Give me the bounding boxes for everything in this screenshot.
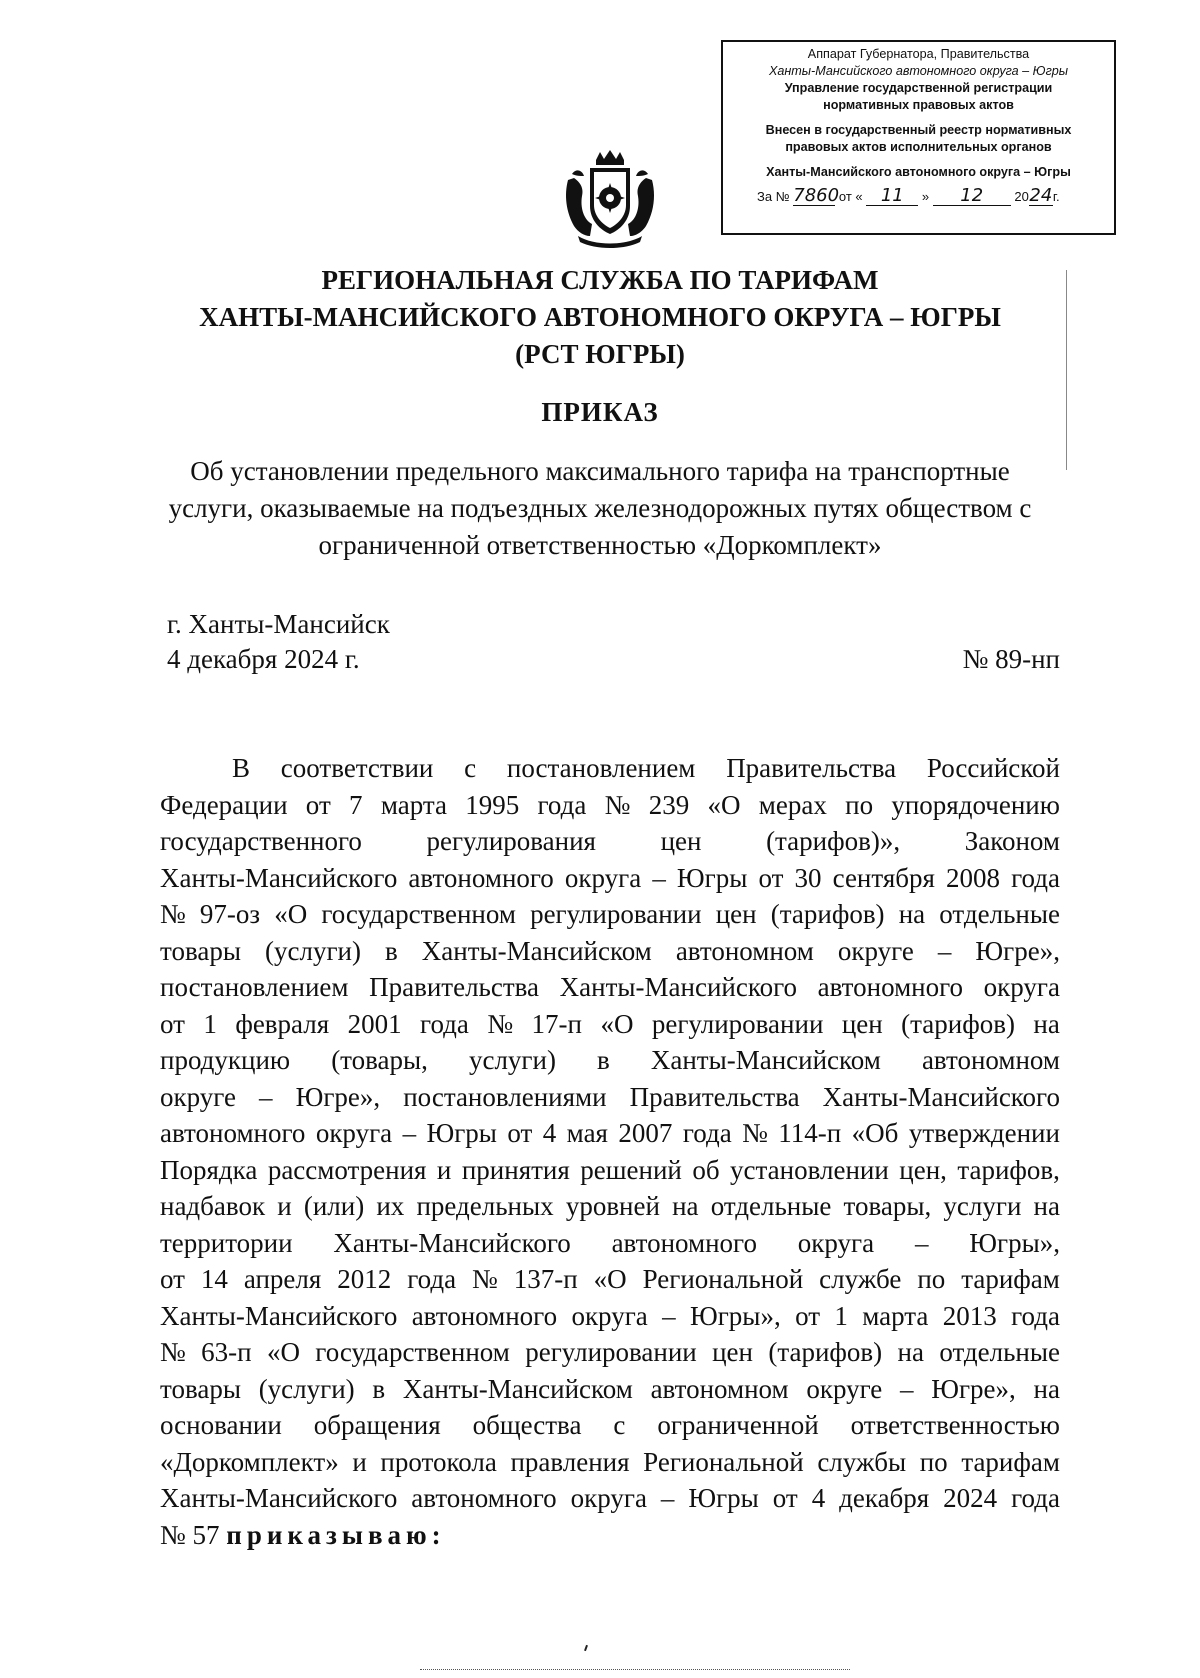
body-line xyxy=(160,1334,1060,1371)
body-word: автономного xyxy=(817,972,964,1002)
body-word: Ханты-Мансийского xyxy=(160,862,398,893)
body-word: (тарифов) xyxy=(768,1337,883,1367)
body-word: года xyxy=(682,1118,732,1148)
body-word: надбавок xyxy=(160,1191,266,1221)
body-word: автономного xyxy=(408,862,554,893)
body-word: 4 xyxy=(542,1118,557,1148)
body-word: предельных xyxy=(416,1191,554,1221)
stamp-line-7: Ханты-Мансийского автономного округа – Югры xyxy=(766,165,1071,179)
body-word: Ханты-Мансийского xyxy=(160,1483,398,1513)
stamp-reg-year: 24 xyxy=(1029,185,1053,206)
body-word: «О xyxy=(266,1337,300,1367)
body-line xyxy=(160,1298,1060,1335)
body-word: Правительства xyxy=(726,753,897,783)
body-word: автономном xyxy=(675,935,814,966)
body-word: 30 xyxy=(794,862,822,893)
coat-of-arms-icon xyxy=(560,150,660,250)
body-word: (тарифов) xyxy=(901,1008,1015,1039)
document-type: ПРИКАЗ xyxy=(541,397,659,427)
body-word: на xyxy=(1033,1008,1060,1039)
body-word: Югры xyxy=(688,1483,759,1513)
body-word: на xyxy=(672,1191,699,1221)
body-word: упорядочению xyxy=(891,789,1060,820)
body-word: на xyxy=(897,1337,924,1367)
body-word: (товары, xyxy=(331,1045,428,1075)
body-word: (тарифов) xyxy=(770,899,885,929)
body-word: «О xyxy=(600,1008,634,1039)
org-title-line-3: (РСТ ЮГРЫ) xyxy=(515,339,685,369)
body-word: 2001 xyxy=(347,1008,402,1039)
body-word: апреля xyxy=(243,1264,322,1294)
body-line xyxy=(160,969,1060,1006)
body-word: и xyxy=(436,1154,452,1185)
stamp-reg-year-suffix: г. xyxy=(1052,189,1060,204)
body-word: по xyxy=(919,1446,948,1477)
body-word: года xyxy=(537,789,587,820)
body-word: государственного xyxy=(160,826,362,856)
body-word: 1 xyxy=(203,1008,217,1039)
body-word: «О xyxy=(707,789,741,820)
body-word: № xyxy=(604,789,631,820)
body-word: Порядка xyxy=(160,1154,258,1185)
stamp-line-4: нормативных правовых актов xyxy=(823,98,1014,112)
body-word: с xyxy=(464,753,477,783)
stamp-line-6: правовых актов исполнительных органов xyxy=(785,140,1052,154)
scan-artifact-dotted-line xyxy=(420,1669,850,1671)
body-line xyxy=(160,1188,1060,1225)
stamp-line-1: Аппарат Губернатора, Правительства xyxy=(807,47,1030,61)
body-word: цен xyxy=(841,1008,883,1039)
body-paragraph xyxy=(160,750,1060,1553)
body-word: в xyxy=(372,1373,386,1404)
document-number: № 89-нп xyxy=(962,644,1060,674)
body-word: – xyxy=(937,935,952,966)
body-word: товары xyxy=(160,935,241,966)
body-word: 2012 xyxy=(337,1264,392,1294)
body-word: Ханты-Мансийского xyxy=(822,1081,1060,1112)
body-word: постановлением xyxy=(506,753,696,783)
org-title-line-2: ХАНТЫ-МАНСИЙСКОГО АВТОНОМНОГО ОКРУГА – ЮГРЫ xyxy=(199,302,1001,332)
body-word: – xyxy=(259,1081,273,1112)
body-word: 97-оз xyxy=(199,899,261,929)
stamp-line-2: Ханты-Мансийского автономного округа – Югры xyxy=(768,64,1069,78)
body-line xyxy=(160,1079,1060,1116)
body-word: автономного xyxy=(611,1227,757,1258)
body-word: 1995 xyxy=(465,789,520,820)
body-line xyxy=(160,896,1060,933)
body-word: Югры», xyxy=(969,1227,1060,1258)
body-line xyxy=(160,1042,1060,1079)
body-line xyxy=(160,1261,1060,1298)
body-word: (услуги) xyxy=(258,1373,355,1404)
body-word: регулировании xyxy=(530,899,702,929)
body-word: услуги xyxy=(943,1191,1022,1221)
body-line xyxy=(160,823,1060,860)
body-line xyxy=(160,1407,1060,1444)
body-word: от xyxy=(795,1300,821,1331)
scan-artifact-line xyxy=(1066,270,1067,470)
body-word: округа xyxy=(315,1118,393,1148)
body-word: обращения xyxy=(313,1410,441,1440)
body-word: Ханты-Мансийского xyxy=(333,1227,571,1258)
body-word: территории xyxy=(160,1227,293,1258)
body-word: 4 xyxy=(811,1483,826,1513)
body-word: цен xyxy=(660,826,702,856)
body-word: регулировании xyxy=(651,1008,824,1039)
body-word: автономном xyxy=(921,1045,1060,1075)
body-word: цен xyxy=(712,1337,753,1367)
body-word: Федерации xyxy=(160,789,288,820)
body-word: марта xyxy=(380,789,447,820)
body-word: от xyxy=(160,1264,185,1294)
body-word: Региональной xyxy=(642,1264,804,1294)
body-word: Югре», xyxy=(295,1081,381,1112)
body-word: об xyxy=(692,1154,720,1185)
body-word: в xyxy=(597,1045,610,1075)
body-word: основании xyxy=(160,1410,282,1440)
body-line xyxy=(160,1152,1060,1189)
body-word: Югре», xyxy=(975,935,1060,966)
body-word: тарифов, xyxy=(957,1154,1060,1185)
body-word: года xyxy=(420,1008,469,1039)
org-title-line-1: РЕГИОНАЛЬНАЯ СЛУЖБА ПО ТАРИФАМ xyxy=(321,265,879,295)
body-word: от xyxy=(160,1008,185,1039)
body-word: услуги) xyxy=(468,1045,556,1075)
body-word: их xyxy=(376,1191,405,1221)
body-word: Югре», xyxy=(931,1373,1016,1404)
body-word: – xyxy=(900,1373,914,1404)
body-word: отдельные xyxy=(939,899,1060,929)
body-word: 1 xyxy=(834,1300,848,1331)
stamp-reg-day: 11 xyxy=(866,187,918,206)
body-word: по xyxy=(845,789,874,820)
subject-line-1: Об установлении предельного максимального тарифа на транспортные xyxy=(190,456,1010,486)
body-word: Ханты-Мансийского xyxy=(559,972,797,1002)
body-word: округа xyxy=(983,972,1060,1002)
body-word: 14 xyxy=(200,1264,228,1294)
stamp-reg-number: 7860 xyxy=(793,185,840,206)
body-word: февраля xyxy=(235,1008,330,1039)
body-word: товары, xyxy=(843,1191,932,1221)
body-word: № xyxy=(472,1264,498,1294)
body-word: Правительства xyxy=(369,972,540,1002)
body-word: ответственностью xyxy=(850,1410,1060,1440)
body-word: 2013 xyxy=(942,1300,997,1331)
body-word: «О xyxy=(593,1264,627,1294)
body-last-line xyxy=(160,1517,1060,1554)
stamp-registration-number xyxy=(727,187,1110,206)
body-word: и xyxy=(277,1191,292,1221)
body-word: цен, xyxy=(899,1154,947,1185)
body-word: 17-п xyxy=(531,1008,582,1039)
body-word: от xyxy=(507,1118,533,1148)
body-word: товары xyxy=(160,1373,241,1404)
body-word: от xyxy=(758,862,784,893)
body-word: по xyxy=(917,1264,946,1294)
body-word: Ханты-Мансийском xyxy=(402,1373,633,1404)
body-word: года xyxy=(1011,1483,1060,1513)
body-word: от xyxy=(305,789,331,820)
body-word: утверждении xyxy=(908,1118,1060,1148)
body-word: Законом xyxy=(964,826,1060,856)
body-word: (или) xyxy=(303,1191,365,1221)
body-word: округа xyxy=(797,1227,875,1258)
body-word: 2008 xyxy=(945,862,1000,893)
body-word: государственном xyxy=(315,1337,510,1367)
body-word: соответствии xyxy=(280,753,434,783)
body-word: марта xyxy=(862,1300,929,1331)
body-word: (тарифов)», xyxy=(766,826,901,856)
body-word: «Об xyxy=(851,1118,899,1148)
body-word: Российской xyxy=(926,753,1060,783)
body-word: округа xyxy=(564,862,642,893)
body-word: 63-п xyxy=(201,1337,252,1367)
body-word: – xyxy=(652,862,666,893)
body-word: мерах xyxy=(758,789,827,820)
body-word: тарифам xyxy=(961,1264,1060,1294)
body-line xyxy=(160,1371,1060,1408)
body-word: принятия xyxy=(461,1154,570,1185)
stamp-reg-month: 12 xyxy=(933,187,1011,206)
body-word: 2007 xyxy=(618,1118,673,1148)
body-word: сентября xyxy=(832,862,935,893)
body-word: 137-п xyxy=(513,1264,578,1294)
body-word: правления xyxy=(510,1446,630,1477)
body-line xyxy=(160,787,1060,824)
body-word: службы xyxy=(817,1446,907,1477)
body-word: № xyxy=(160,1337,186,1367)
body-word: – xyxy=(914,1227,929,1258)
body-word: с xyxy=(613,1410,626,1440)
stamp-line-3: Управление государственной регистрации xyxy=(784,81,1053,95)
body-word: регулировании xyxy=(525,1337,697,1367)
body-word: автономном xyxy=(650,1373,789,1404)
stamp-reg-prefix: За № xyxy=(757,189,790,204)
body-word: Правительства xyxy=(629,1081,800,1112)
body-word: ограниченной xyxy=(657,1410,819,1440)
body-word: от xyxy=(772,1483,798,1513)
body-line xyxy=(160,1006,1060,1043)
body-word: рассмотрения xyxy=(267,1154,427,1185)
body-line xyxy=(160,860,1060,897)
body-word: автономного xyxy=(411,1300,558,1331)
body-line xyxy=(160,933,1060,970)
body-word: автономного xyxy=(160,1118,306,1148)
body-word: постановлением xyxy=(160,972,349,1002)
body-word: – xyxy=(402,1118,417,1148)
body-word: Ханты-Мансийского xyxy=(160,1300,398,1331)
body-word: – xyxy=(660,1483,675,1513)
place: г. Ханты-Мансийск xyxy=(167,609,390,639)
subject-line-3: ограниченной ответственностью «Доркомплект» xyxy=(318,530,882,560)
body-line xyxy=(160,1444,1060,1481)
body-word: – xyxy=(662,1300,676,1331)
body-word: Югры», xyxy=(689,1300,781,1331)
body-word: округе xyxy=(806,1373,883,1404)
body-line xyxy=(160,1480,1060,1517)
body-word: службе xyxy=(819,1264,902,1294)
body-word: декабря xyxy=(839,1483,930,1513)
body-word: «Доркомплект» xyxy=(160,1446,339,1477)
body-word: Ханты-Мансийском xyxy=(650,1045,881,1075)
stamp-reg-year-prefix: 20 xyxy=(1014,189,1029,204)
scan-artifact-tick xyxy=(584,1645,588,1651)
stamp-reg-from: от « xyxy=(838,189,863,204)
body-word: округе xyxy=(837,935,914,966)
body-word: отдельные xyxy=(710,1191,832,1221)
body-word: № xyxy=(742,1118,768,1148)
body-word: Югры xyxy=(676,862,748,893)
body-word: Ханты-Мансийском xyxy=(421,935,652,966)
body-lines xyxy=(160,750,1060,1517)
body-word: года xyxy=(1011,1300,1060,1331)
body-word: на xyxy=(898,899,926,929)
registration-stamp xyxy=(721,40,1116,235)
body-line xyxy=(160,1115,1060,1152)
stamp-line-5: Внесен в государственный реестр нормативных xyxy=(765,123,1072,137)
body-word: (услуги) xyxy=(265,935,361,966)
body-word: 239 xyxy=(648,789,690,820)
body-word: округа xyxy=(571,1300,648,1331)
body-word: и xyxy=(352,1446,367,1477)
document-date: 4 декабря 2024 г. xyxy=(167,644,360,674)
body-word: 114-п xyxy=(778,1118,842,1148)
body-last-line-prefix: № 57 xyxy=(160,1519,220,1550)
body-word: года xyxy=(1011,862,1060,893)
body-word: регулирования xyxy=(426,826,596,856)
body-word: на xyxy=(1033,1373,1060,1404)
body-line xyxy=(160,1225,1060,1262)
body-word: постановлениями xyxy=(403,1081,607,1112)
body-word: установлении xyxy=(730,1154,889,1185)
body-word: автономного xyxy=(411,1483,557,1513)
body-word: тарифам xyxy=(961,1446,1060,1477)
body-line xyxy=(160,750,1060,787)
body-word: цен xyxy=(715,899,757,929)
body-word: решений xyxy=(580,1154,682,1185)
body-word: № xyxy=(487,1008,514,1039)
body-word: округа xyxy=(570,1483,647,1513)
body-word: 2024 xyxy=(943,1483,998,1513)
body-word: года xyxy=(407,1264,457,1294)
body-command-word: приказываю: xyxy=(226,1519,446,1550)
body-word: уровней xyxy=(565,1191,660,1221)
body-word: 7 xyxy=(349,789,363,820)
body-word: мая xyxy=(566,1118,608,1148)
subject-line-2: услуги, оказываемые на подъездных железнодорожных путях обществом с xyxy=(168,493,1032,523)
body-word: «О xyxy=(274,899,308,929)
body-word: государственном xyxy=(321,899,516,929)
body-word: общества xyxy=(472,1410,582,1440)
body-word: на xyxy=(1033,1191,1060,1221)
body-word: В xyxy=(232,753,251,783)
body-word: отдельные xyxy=(939,1337,1060,1367)
body-word: продукцию xyxy=(160,1045,291,1075)
stamp-reg-quote-close: » xyxy=(921,189,930,204)
body-word: протокола xyxy=(380,1446,497,1477)
body-word: Югры xyxy=(426,1118,497,1148)
body-word: в xyxy=(385,935,398,966)
body-word: № xyxy=(160,899,186,929)
body-word: Региональной xyxy=(643,1446,804,1477)
body-word: округе xyxy=(160,1081,236,1112)
